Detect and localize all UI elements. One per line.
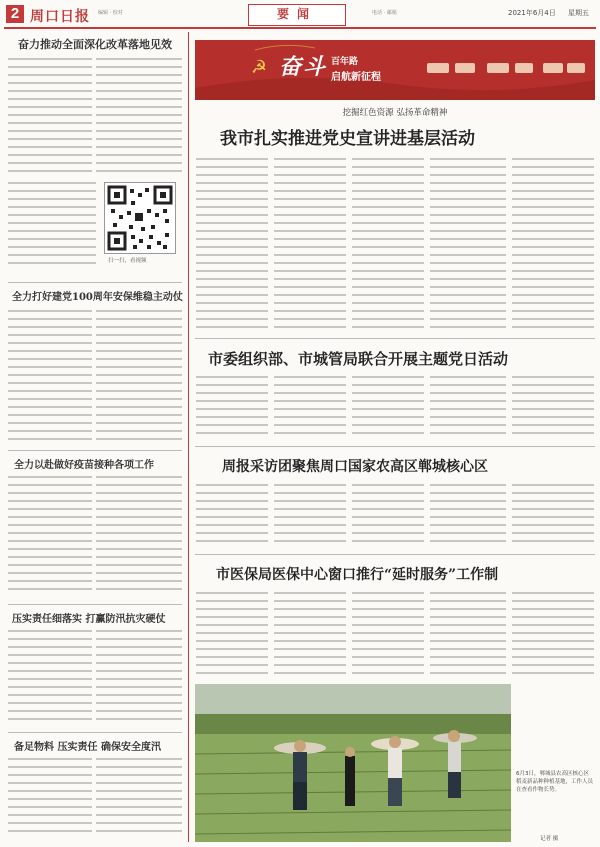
article-body [352,592,424,680]
article-body [196,592,268,680]
headline-b: 市委组织部、市城管局联合开展主题党日活动 [208,350,509,368]
left-column [0,30,186,847]
banner-subtitle: 挖掘红色资源 弘扬革命精神 [342,108,448,118]
page-number: 2 [6,5,24,23]
divider [8,732,182,733]
photo-caption: 6月3日，郸城县农高区核心区稻麦新品种种植基地，工作人员在查看作物长势。 [516,771,594,793]
article-body [8,758,92,838]
article-body [8,630,92,726]
headline-c: 周报采访团聚焦周口国家农高区郸城核心区 [222,459,488,475]
news-photo [195,684,511,842]
article-body [8,310,92,446]
left-headline-3: 全力以赴做好疫苗接种各项工作 [14,460,154,471]
article-body [196,158,268,334]
photo-credit: 记者 摄 [540,836,559,842]
paper-name: 周口日报 [30,9,90,25]
divider [8,450,182,451]
article-body [8,476,92,596]
article-body [512,592,594,680]
masthead-meta-mid: 电话 · 邮箱 [372,10,397,16]
article-body [274,592,346,680]
article-body [274,158,346,334]
banner-slogan-left: 奋斗 [279,54,328,80]
left-headline-4: 压实责任细落实 打赢防汛抗灾硬仗 [12,614,166,625]
masthead-weekday: 星期五 [568,9,589,17]
hammer-sickle-icon: ☭ [250,57,268,78]
left-headline-2: 全力打好建党100周年安保维稳主动仗 [12,292,183,303]
masthead-rule [4,27,596,29]
divider [8,282,182,283]
article-body [430,592,506,680]
article-body [512,376,594,440]
article-body [96,310,182,446]
article-body [352,376,424,440]
field-photo-graphic [195,684,511,842]
left-headline-5: 备足物料 压实责任 确保安全度汛 [14,742,161,753]
banner-slogan-mid1: 百年路 [331,57,359,67]
article-body [8,182,96,272]
qr-caption: 扫一扫，看视频 [108,258,147,264]
article-body [8,58,92,178]
article-body [430,376,506,440]
left-headline-1: 奋力推动全面深化改革落地见效 [18,38,172,51]
masthead-meta-left: 编辑 · 校对 [98,10,123,16]
article-body [512,484,594,548]
masthead [0,0,600,28]
article-body [96,58,182,178]
article-body [196,376,268,440]
headline-d: 市医保局医保中心窗口推行“延时服务”工作制 [216,567,499,583]
article-body [274,376,346,440]
qr-code [104,182,176,254]
divider [195,446,595,447]
divider [195,554,595,555]
article-body [512,158,594,334]
column-divider [188,32,189,842]
decorative-lettering-graphic [427,60,587,76]
banner-decorative-lettering [427,60,587,76]
article-body [430,158,506,334]
banner-slogan-mid2: 启航新征程 [331,72,381,83]
qr-code-graphic [105,183,175,253]
masthead-date: 2021年6月4日 [508,9,556,17]
divider [8,604,182,605]
party-banner [195,40,595,100]
article-body [430,484,506,548]
article-body [96,476,182,596]
article-body [96,630,182,726]
article-body [96,758,182,838]
section-title: 要闻 [276,7,317,21]
headline-a: 我市扎实推进党史宣讲进基层活动 [220,129,475,149]
article-body [352,484,424,548]
article-body [352,158,424,334]
divider [195,338,595,339]
article-body [274,484,346,548]
article-body [196,484,268,548]
